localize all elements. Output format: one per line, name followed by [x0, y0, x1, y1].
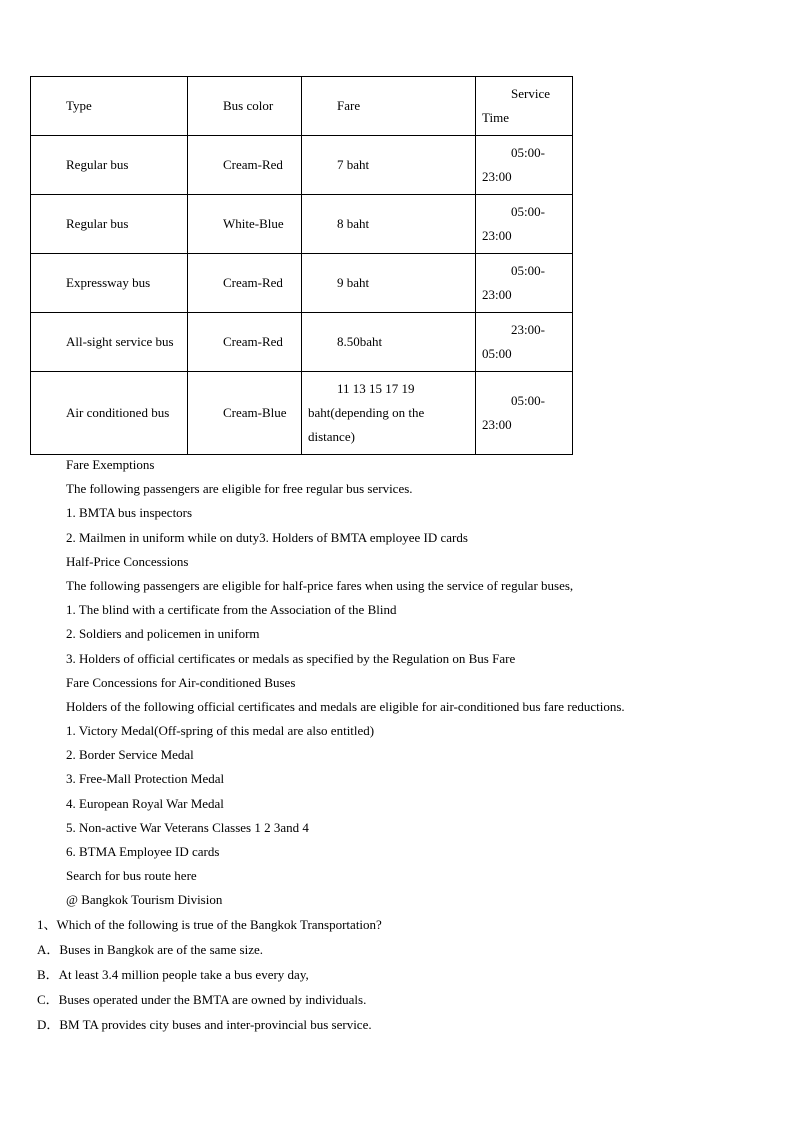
list-item: 3. Free-Mall Protection Medal [66, 771, 225, 787]
source-credit: @ Bangkok Tourism Division [66, 892, 223, 908]
list-item: 1. BMTA bus inspectors [66, 505, 193, 521]
list-item: 2. Border Service Medal [66, 747, 194, 763]
table-cell: All-sight service bus [31, 313, 188, 372]
answer-option-c: C．Buses operated under the BMTA are owned by individuals. [37, 992, 367, 1007]
table-cell: Cream-Blue [188, 372, 302, 455]
table-cell: White-Blue [188, 195, 302, 254]
table-cell: 05:00-23:00 [476, 195, 573, 254]
fare-info-text [66, 453, 625, 913]
table-row [31, 254, 573, 313]
table-cell: Cream-Red [188, 313, 302, 372]
paragraph: Holders of the following official certificates and medals are eligible for air-conditioned bus fare reductions. [66, 698, 625, 714]
table-cell: Cream-Red [188, 254, 302, 313]
table-row [31, 372, 573, 455]
question-stem: 1、Which of the following is true of the Bangkok Transportation? [37, 917, 382, 932]
table-cell: 11 13 15 17 19 baht(depending on the distance) [302, 372, 476, 455]
list-item: 5. Non-active War Veterans Classes 1 2 3and 4 [66, 819, 309, 835]
list-item: 1. The blind with a certificate from the Association of the Blind [66, 602, 397, 618]
table-row [31, 195, 573, 254]
header-cell: Type [31, 77, 188, 136]
table-row [31, 136, 573, 195]
list-item: 1. Victory Medal(Off-spring of this medal are also entitled) [66, 723, 375, 739]
table-cell: Expressway bus [31, 254, 188, 313]
list-item: 2. Mailmen in uniform while on duty3. Holders of BMTA employee ID cards [66, 529, 468, 545]
table-cell: 05:00-23:00 [476, 136, 573, 195]
list-item: 6. BTMA Employee ID cards [66, 844, 220, 859]
table-cell: Regular bus [31, 195, 188, 254]
table-cell: Regular bus [31, 136, 188, 195]
section-heading: Fare Concessions for Air-conditioned Buses [66, 674, 296, 690]
table-cell: 9 baht [302, 254, 476, 313]
table-cell: 05:00-23:00 [476, 372, 573, 455]
list-item: 3. Holders of official certificates or medals as specified by the Regulation on Bus Fare [66, 650, 516, 666]
header-cell: Service Time [476, 77, 573, 136]
table-cell: 7 baht [302, 136, 476, 195]
table-header-row [31, 77, 573, 136]
table-row [31, 313, 573, 372]
list-item: 4. European Royal War Medal [66, 795, 224, 811]
answer-option-d: D．BM TA provides city buses and inter-provincial bus service. [37, 1017, 372, 1032]
table-cell: Cream-Red [188, 136, 302, 195]
question-block [37, 913, 382, 1038]
answer-option-b: B．At least 3.4 million people take a bus every day, [37, 967, 309, 982]
table-cell: 8 baht [302, 195, 476, 254]
paragraph: The following passengers are eligible for half-price fares when using the service of regular buses, [66, 577, 574, 593]
table-cell: 8.50baht [302, 313, 476, 372]
header-cell: Fare [302, 77, 476, 136]
table-cell: Air conditioned bus [31, 372, 188, 455]
search-route-text: Search for bus route here [66, 868, 197, 884]
section-heading: Fare Exemptions [66, 457, 155, 472]
list-item: 2. Soldiers and policemen in uniform [66, 626, 260, 642]
paragraph: The following passengers are eligible for free regular bus services. [66, 481, 413, 497]
answer-option-a: A．Buses in Bangkok are of the same size. [37, 942, 264, 957]
header-cell: Bus color [188, 77, 302, 136]
section-heading: Half-Price Concessions [66, 553, 189, 569]
bus-fare-table [30, 76, 573, 455]
table-cell: 23:00-05:00 [476, 313, 573, 372]
table-cell: 05:00-23:00 [476, 254, 573, 313]
